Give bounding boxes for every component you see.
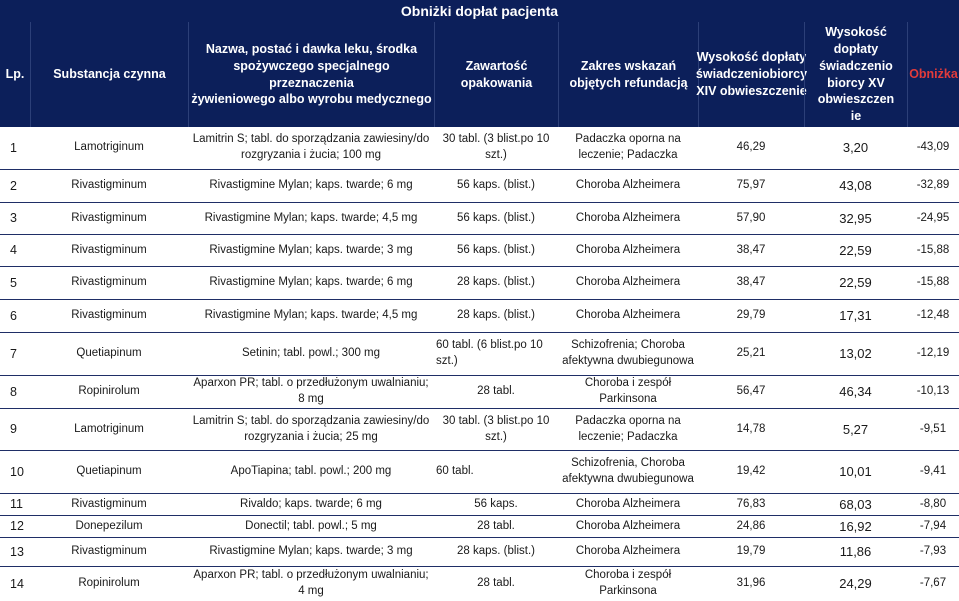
row-substance-text: Rivastigminum xyxy=(71,243,147,256)
table-row xyxy=(0,170,959,203)
row-substance-text: Quetiapinum xyxy=(76,347,142,360)
row-substance-text: Lamotriginum xyxy=(74,141,144,154)
row-indication-text: Choroba Alzheimera xyxy=(575,211,681,224)
row-copay-xv-text: 68,03 xyxy=(839,496,872,512)
row-discount xyxy=(907,409,959,450)
row-pack xyxy=(434,235,558,266)
row-copay-xiv-text: 31,96 xyxy=(736,577,766,590)
header-drug-name: Nazwa, postać i dawka leku, środka spożywczego specjalnego przeznaczenia żywieniowego albo wyrobu medycznego xyxy=(188,22,434,127)
row-copay-xiv-text: 76,83 xyxy=(736,497,766,510)
row-indication-text: Choroba Alzheimera xyxy=(575,276,681,289)
row-lp xyxy=(0,300,30,332)
row-lp-text: 3 xyxy=(10,211,17,226)
row-drug-name xyxy=(188,235,434,266)
row-indication-text: Choroba i zespół Parkinsona xyxy=(584,377,672,405)
row-substance xyxy=(30,203,188,234)
row-lp xyxy=(0,267,30,299)
row-pack xyxy=(434,127,558,169)
row-discount-text: -10,13 xyxy=(916,385,950,398)
row-substance xyxy=(30,170,188,202)
row-substance-text: Quetiapinum xyxy=(76,465,142,478)
row-substance xyxy=(30,494,188,515)
row-pack-text: 28 kaps. (blist.) xyxy=(457,276,535,289)
row-discount-text: -12,48 xyxy=(916,309,950,322)
row-lp xyxy=(0,538,30,566)
table-row xyxy=(0,127,959,170)
row-substance-text: Ropinirolum xyxy=(78,385,140,398)
row-lp-text: 2 xyxy=(10,178,17,193)
row-copay-xiv xyxy=(698,409,804,450)
row-pack xyxy=(434,203,558,234)
table-row xyxy=(0,267,959,300)
row-copay-xv xyxy=(804,516,907,537)
row-pack-text: 60 tabl. (6 blist.po 10 szt.) xyxy=(436,339,543,367)
row-discount xyxy=(907,516,959,537)
row-copay-xv-text: 13,02 xyxy=(839,346,872,362)
row-indication-text: Choroba Alzheimera xyxy=(575,243,681,256)
row-copay-xiv xyxy=(698,127,804,169)
row-copay-xiv xyxy=(698,300,804,332)
row-discount-text: -12,19 xyxy=(916,347,950,360)
table-row xyxy=(0,409,959,451)
table-row xyxy=(0,376,959,409)
row-discount-text: -24,95 xyxy=(916,211,950,224)
row-drug-name xyxy=(188,267,434,299)
row-indication-text: Choroba i zespół Parkinsona xyxy=(584,569,672,597)
row-lp xyxy=(0,203,30,234)
row-copay-xiv-text: 57,90 xyxy=(736,211,766,224)
row-copay-xv xyxy=(804,267,907,299)
row-drug-name-text: Rivastigmine Mylan; kaps. twarde; 4,5 mg xyxy=(204,211,418,224)
row-indication-text: Padaczka oporna na leczenie; Padaczka xyxy=(575,133,681,161)
row-drug-name-text: Lamitrin S; tabl. do sporządzania zawiesiny/do rozgryzania i żucia; 25 mg xyxy=(192,414,430,443)
row-indication-text: Padaczka oporna na leczenie; Padaczka xyxy=(575,414,681,443)
row-pack-text: 30 tabl. (3 blist.po 10 szt.) xyxy=(442,133,550,161)
row-substance xyxy=(30,333,188,375)
row-pack-text: 28 kaps. (blist.) xyxy=(457,309,535,322)
row-copay-xiv-text: 24,86 xyxy=(736,519,766,532)
row-indication xyxy=(558,494,698,515)
row-copay-xiv-text: 56,47 xyxy=(736,385,766,398)
row-copay-xv-text: 10,01 xyxy=(839,464,872,480)
row-indication xyxy=(558,127,698,169)
row-copay-xv xyxy=(804,127,907,169)
table-row xyxy=(0,203,959,235)
row-copay-xiv xyxy=(698,494,804,515)
header-substance: Substancja czynna xyxy=(30,22,188,127)
row-indication-text: Choroba Alzheimera xyxy=(575,309,681,322)
row-copay-xv-text: 16,92 xyxy=(839,518,872,534)
row-lp xyxy=(0,376,30,408)
row-discount xyxy=(907,333,959,375)
row-substance xyxy=(30,127,188,169)
row-copay-xv-text: 11,86 xyxy=(839,544,872,560)
row-copay-xv xyxy=(804,170,907,202)
row-indication xyxy=(558,376,698,408)
row-discount-text: -43,09 xyxy=(916,141,950,154)
row-lp-text: 14 xyxy=(10,576,24,591)
row-copay-xiv xyxy=(698,333,804,375)
table-row xyxy=(0,567,959,601)
row-copay-xv xyxy=(804,235,907,266)
row-pack xyxy=(434,516,558,537)
row-lp-text: 11 xyxy=(10,497,23,512)
row-indication-text: Choroba Alzheimera xyxy=(575,519,681,532)
row-copay-xv xyxy=(804,538,907,566)
row-discount-text: -8,80 xyxy=(919,497,947,510)
row-drug-name-text: Rivaldo; kaps. twarde; 6 mg xyxy=(240,497,382,510)
row-discount-text: -7,93 xyxy=(919,545,947,558)
row-indication xyxy=(558,516,698,537)
row-drug-name-text: Setinin; tabl. powl.; 300 mg xyxy=(241,347,381,360)
row-copay-xiv-text: 29,79 xyxy=(736,309,766,322)
header-lp: Lp. xyxy=(5,67,25,82)
row-drug-name xyxy=(188,127,434,169)
row-drug-name xyxy=(188,494,434,515)
row-discount-text: -15,88 xyxy=(916,276,950,289)
row-indication xyxy=(558,409,698,450)
row-copay-xv-text: 22,59 xyxy=(839,275,872,291)
table-title xyxy=(0,0,959,22)
row-pack-text: 28 kaps. (blist.) xyxy=(457,545,535,558)
row-pack xyxy=(434,300,558,332)
row-pack-text: 56 kaps. (blist.) xyxy=(457,211,535,224)
row-copay-xiv-text: 19,42 xyxy=(736,465,766,478)
row-pack-text: 56 kaps. xyxy=(474,497,518,510)
row-drug-name-text: ApoTiapina; tabl. powl.; 200 mg xyxy=(230,465,392,478)
row-copay-xiv-text: 38,47 xyxy=(736,243,766,256)
row-lp xyxy=(0,333,30,375)
row-lp-text: 10 xyxy=(10,464,24,479)
row-substance-text: Rivastigminum xyxy=(71,211,147,224)
row-copay-xv xyxy=(804,333,907,375)
row-discount xyxy=(907,170,959,202)
row-indication-text: Schizofrenia, Choroba afektywna dwubiegunowa xyxy=(562,457,694,485)
row-drug-name-text: Rivastigmine Mylan; kaps. twarde; 4,5 mg xyxy=(204,309,418,322)
row-copay-xv-text: 43,08 xyxy=(839,178,872,194)
row-pack xyxy=(434,376,558,408)
row-indication xyxy=(558,170,698,202)
table-row xyxy=(0,333,959,376)
row-pack xyxy=(434,451,558,493)
row-lp-text: 13 xyxy=(10,544,24,559)
row-copay-xiv-text: 19,79 xyxy=(736,545,766,558)
row-indication xyxy=(558,333,698,375)
header-indication: Zakres wskazań objętych refundacją xyxy=(558,22,698,127)
row-drug-name xyxy=(188,516,434,537)
table-row xyxy=(0,538,959,567)
table-row xyxy=(0,300,959,333)
row-drug-name-text: Rivastigmine Mylan; kaps. twarde; 3 mg xyxy=(209,545,413,558)
row-lp xyxy=(0,127,30,169)
row-lp xyxy=(0,451,30,493)
row-discount-text: -15,88 xyxy=(916,243,950,256)
row-lp-text: 6 xyxy=(10,308,17,323)
row-copay-xiv xyxy=(698,451,804,493)
row-lp xyxy=(0,409,30,450)
row-drug-name-text: Lamitrin S; tabl. do sporządzania zawiesiny/do rozgryzania i żucia; 100 mg xyxy=(192,133,430,161)
row-substance xyxy=(30,451,188,493)
row-substance-text: Rivastigminum xyxy=(71,497,147,510)
row-drug-name xyxy=(188,538,434,566)
row-substance-text: Lamotriginum xyxy=(74,422,144,435)
row-copay-xv-text: 22,59 xyxy=(839,242,872,258)
row-lp xyxy=(0,235,30,266)
row-indication-text: Choroba Alzheimera xyxy=(575,545,681,558)
row-substance-text: Rivastigminum xyxy=(71,309,147,322)
row-discount xyxy=(907,494,959,515)
row-pack-text: 60 tabl. xyxy=(436,465,474,478)
row-drug-name-text: Aparxon PR; tabl. o przedłużonym uwalnianiu; 8 mg xyxy=(193,377,429,405)
row-indication-text: Choroba Alzheimera xyxy=(575,497,681,510)
row-lp xyxy=(0,170,30,202)
row-indication xyxy=(558,538,698,566)
row-copay-xv-text: 17,31 xyxy=(839,308,872,324)
row-substance-text: Ropinirolum xyxy=(78,577,140,590)
row-pack xyxy=(434,538,558,566)
row-pack xyxy=(434,170,558,202)
row-discount xyxy=(907,376,959,408)
row-pack-text: 30 tabl. (3 blist.po 10 szt.) xyxy=(442,414,550,443)
row-indication xyxy=(558,567,698,601)
table-title-text: Obniżki dopłat pacjenta xyxy=(400,3,559,19)
row-drug-name xyxy=(188,409,434,450)
row-copay-xiv-text: 25,21 xyxy=(736,347,766,360)
header-row xyxy=(0,22,959,127)
row-drug-name xyxy=(188,170,434,202)
row-substance xyxy=(30,376,188,408)
row-substance-text: Donepezilum xyxy=(75,519,143,532)
row-discount-text: -9,41 xyxy=(919,465,947,478)
row-pack-text: 56 kaps. (blist.) xyxy=(457,243,535,256)
table-row xyxy=(0,516,959,538)
row-copay-xv xyxy=(804,203,907,234)
row-drug-name xyxy=(188,203,434,234)
row-indication-text: Choroba Alzheimera xyxy=(575,179,681,192)
row-copay-xv-text: 46,34 xyxy=(839,384,872,400)
row-copay-xiv xyxy=(698,267,804,299)
row-substance xyxy=(30,538,188,566)
row-discount xyxy=(907,567,959,601)
row-lp-text: 5 xyxy=(10,275,17,290)
row-copay-xiv xyxy=(698,376,804,408)
row-drug-name xyxy=(188,376,434,408)
row-copay-xiv xyxy=(698,203,804,234)
row-substance-text: Rivastigminum xyxy=(71,179,147,192)
table-row xyxy=(0,451,959,494)
row-pack xyxy=(434,494,558,515)
row-pack xyxy=(434,567,558,601)
row-substance xyxy=(30,516,188,537)
row-substance xyxy=(30,409,188,450)
row-pack xyxy=(434,267,558,299)
row-indication xyxy=(558,203,698,234)
row-substance-text: Rivastigminum xyxy=(71,545,147,558)
row-lp xyxy=(0,567,30,601)
row-discount xyxy=(907,538,959,566)
row-drug-name xyxy=(188,333,434,375)
row-drug-name-text: Rivastigmine Mylan; kaps. twarde; 6 mg xyxy=(209,179,413,192)
header-pack: Zawartość opakowania xyxy=(434,22,558,127)
row-discount xyxy=(907,267,959,299)
row-lp-text: 4 xyxy=(10,243,17,258)
row-discount-text: -9,51 xyxy=(919,422,947,435)
row-copay-xv xyxy=(804,376,907,408)
row-discount-text: -7,94 xyxy=(919,519,947,532)
row-discount xyxy=(907,127,959,169)
row-copay-xv-text: 3,20 xyxy=(842,140,869,156)
row-copay-xiv xyxy=(698,235,804,266)
table-row xyxy=(0,235,959,267)
row-drug-name-text: Rivastigmine Mylan; kaps. twarde; 3 mg xyxy=(209,243,413,256)
row-copay-xiv-text: 75,97 xyxy=(736,179,766,192)
row-indication-text: Schizofrenia; Choroba afektywna dwubiegunowa xyxy=(562,339,694,367)
row-copay-xv-text: 5,27 xyxy=(842,421,869,437)
row-discount xyxy=(907,300,959,332)
row-copay-xiv-text: 14,78 xyxy=(736,422,766,435)
row-substance-text: Rivastigminum xyxy=(71,276,147,289)
row-drug-name-text: Aparxon PR; tabl. o przedłużonym uwalnianiu; 4 mg xyxy=(193,569,429,597)
row-copay-xiv xyxy=(698,567,804,601)
row-drug-name xyxy=(188,451,434,493)
row-indication xyxy=(558,451,698,493)
row-copay-xiv xyxy=(698,516,804,537)
header-copay-xiv: Wysokość dopłaty świadczeniobiorcy XIV obwieszczenie xyxy=(698,22,804,127)
row-copay-xiv xyxy=(698,538,804,566)
row-discount-text: -32,89 xyxy=(916,179,950,192)
row-lp xyxy=(0,494,30,515)
row-pack-text: 28 tabl. xyxy=(477,519,515,532)
row-indication xyxy=(558,235,698,266)
row-lp-text: 7 xyxy=(10,346,17,361)
table-row xyxy=(0,494,959,516)
row-lp-text: 1 xyxy=(10,140,17,155)
row-drug-name xyxy=(188,567,434,601)
row-lp-text: 9 xyxy=(10,422,17,437)
row-copay-xiv-text: 46,29 xyxy=(736,141,766,154)
row-discount xyxy=(907,203,959,234)
row-copay-xv-text: 24,29 xyxy=(839,576,872,592)
row-copay-xiv xyxy=(698,170,804,202)
row-lp-text: 12 xyxy=(10,519,24,534)
row-copay-xiv-text: 38,47 xyxy=(736,276,766,289)
header-discount: Obniżka xyxy=(907,22,959,127)
row-copay-xv xyxy=(804,494,907,515)
row-discount-text: -7,67 xyxy=(919,577,947,590)
row-drug-name-text: Donectil; tabl. powl.; 5 mg xyxy=(245,519,377,532)
row-substance xyxy=(30,300,188,332)
row-copay-xv xyxy=(804,451,907,493)
row-drug-name xyxy=(188,300,434,332)
row-substance xyxy=(30,267,188,299)
row-pack-text: 56 kaps. (blist.) xyxy=(457,179,535,192)
row-copay-xv xyxy=(804,409,907,450)
row-pack xyxy=(434,333,558,375)
row-pack-text: 28 tabl. xyxy=(477,577,515,590)
row-pack xyxy=(434,409,558,450)
row-copay-xv-text: 32,95 xyxy=(839,210,872,226)
row-lp-text: 8 xyxy=(10,384,17,399)
row-substance xyxy=(30,567,188,601)
row-discount xyxy=(907,451,959,493)
row-discount xyxy=(907,235,959,266)
row-drug-name-text: Rivastigmine Mylan; kaps. twarde; 6 mg xyxy=(209,276,413,289)
row-pack-text: 28 tabl. xyxy=(477,385,515,398)
row-indication xyxy=(558,300,698,332)
row-copay-xv xyxy=(804,567,907,601)
header-copay-xv: Wysokość dopłaty świadczenio biorcy XV obwieszczen ie xyxy=(804,22,907,127)
row-copay-xv xyxy=(804,300,907,332)
row-lp xyxy=(0,516,30,537)
row-substance xyxy=(30,235,188,266)
row-indication xyxy=(558,267,698,299)
